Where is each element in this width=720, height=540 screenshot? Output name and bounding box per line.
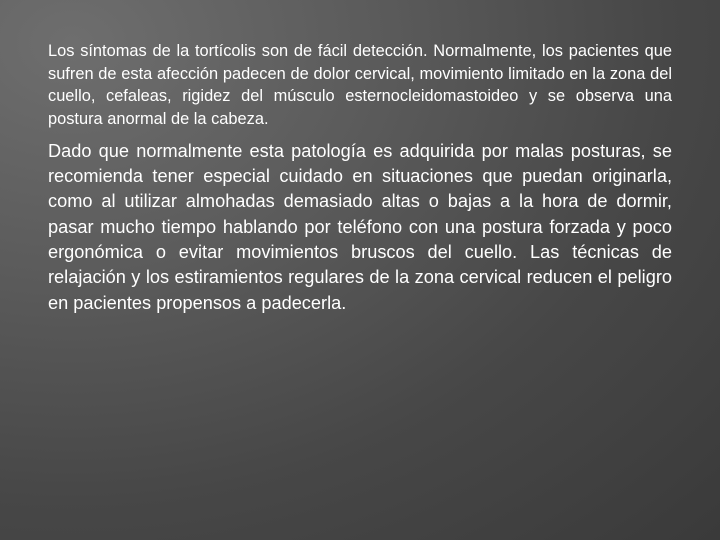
paragraph-symptoms: Los síntomas de la tortícolis son de fácil detección. Normalmente, los pacientes que sufren de esta afección padecen de dolor cervical, movimiento limitado en la zona del cuello, cefaleas, rigidez del músculo esternocleidomastoideo y se observa una postura anormal de la cabeza.	[48, 42, 672, 129]
slide-content	[48, 40, 672, 316]
paragraph-prevention: Dado que normalmente esta patología es adquirida por malas posturas, se recomienda tener especial cuidado en situaciones que puedan originarla, como al utilizar almohadas demasiado altas o bajas a la hora de dormir, pasar mucho tiempo hablando por teléfono con una postura forzada y poco ergonómica o evitar movimientos bruscos del cuello. Las técnicas de relajación y los estiramientos regulares de la zona cervical reducen el peligro en pacientes propensos a padecerla.	[48, 140, 672, 313]
